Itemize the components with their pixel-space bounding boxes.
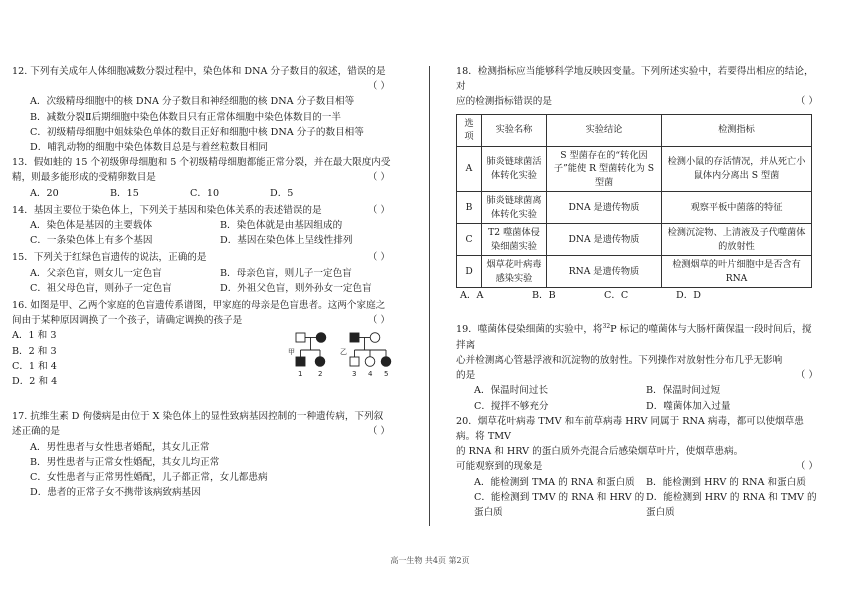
answer-paren: （ ） bbox=[795, 461, 818, 473]
pedigree-father-yi bbox=[350, 333, 359, 342]
option-c: C．能检测到 TMV 的 RNA 和 HRV 的蛋白质 bbox=[474, 491, 645, 518]
option-c: C．女性患者与正常男性婚配，儿子都正常，女儿都患病 bbox=[30, 472, 268, 484]
option-d: D．患者的正常子女不携带该病致病基因 bbox=[30, 487, 201, 499]
option-a: A．A bbox=[460, 290, 484, 302]
option-d: D．D bbox=[676, 290, 701, 302]
question-stem-cont: 心并检测离心管悬浮液和沉淀物的放射性。下列操作对放射性分布几乎无影响 bbox=[456, 354, 783, 366]
pedigree-num-1: 1 bbox=[298, 370, 303, 378]
option-b: B．保温时间过短 bbox=[646, 385, 721, 397]
question-14 bbox=[12, 203, 410, 249]
question-stem: 19．噬菌体侵染细菌的实验中，将$^{32}$P 标记的噬菌体与大肠杆菌保温一段时间后，搅拌离 bbox=[456, 323, 812, 351]
table-cell: 肺炎链球菌离体转化实验 bbox=[482, 192, 547, 224]
question-stem: 15．下列关于红绿色盲遗传的说法，正确的是 bbox=[12, 252, 207, 264]
header-conclusion: 实验结论 bbox=[547, 114, 662, 146]
option-d: D．噬菌体加入过量 bbox=[646, 400, 731, 412]
question-12 bbox=[12, 64, 410, 155]
question-stem-cont: 的 RNA 和 HRV 的蛋白质外壳混合后感染烟草叶片，使烟草患病。 bbox=[456, 446, 744, 458]
question-15 bbox=[12, 250, 410, 296]
option-c: C．1 和 4 bbox=[12, 360, 57, 372]
pedigree-label-jia: 甲 bbox=[288, 348, 295, 356]
option-b: B．B bbox=[532, 290, 556, 302]
option-c: C．一条染色体上有多个基因 bbox=[30, 235, 153, 247]
pedigree-father-jia bbox=[296, 333, 305, 342]
option-d: D．基因在染色体上呈线性排列 bbox=[220, 235, 353, 247]
table-cell: 检测小鼠的存活情况，并从死亡小鼠体内分离出 S 型菌 bbox=[662, 146, 812, 192]
answer-paren: （ ） bbox=[367, 315, 390, 327]
table-cell: S 型菌存在的“转化因子”能使 R 型菌转化为 S 型菌 bbox=[547, 146, 662, 192]
option-d: D．外祖父色盲，则外孙女一定色盲 bbox=[220, 282, 372, 294]
option-b: B．男性患者与正常女性婚配，其女儿均正常 bbox=[30, 456, 220, 468]
pedigree-child-4 bbox=[365, 357, 375, 367]
option-d: D．2 和 4 bbox=[12, 376, 58, 388]
answer-paren: （ ） bbox=[367, 204, 390, 216]
answer-paren: （ ） bbox=[367, 426, 390, 438]
answer-paren: （ ） bbox=[367, 81, 390, 93]
table-row bbox=[457, 224, 812, 256]
question-17 bbox=[12, 409, 410, 500]
right-column bbox=[456, 64, 818, 520]
answer-paren: （ ） bbox=[367, 172, 390, 184]
question-stem: 14．基因主要位于染色体上，下列关于基因和染色体关系的表述错误的是 bbox=[12, 204, 322, 216]
pedigree-chart bbox=[288, 330, 398, 390]
table-cell: DNA 是遗传物质 bbox=[547, 224, 662, 256]
pedigree-child-2 bbox=[315, 357, 325, 367]
table-row bbox=[457, 146, 812, 192]
header-option: 选项 bbox=[457, 114, 482, 146]
question-stem: 12. 下列有关成年人体细胞减数分裂过程中，染色体和 DNA 分子数目的叙述，错误的是 bbox=[12, 66, 386, 77]
option-a: A．染色体是基因的主要载体 bbox=[30, 220, 153, 232]
question-19 bbox=[456, 319, 818, 413]
table-cell: A bbox=[457, 146, 482, 192]
table-cell: C bbox=[457, 224, 482, 256]
pedigree-label-yi: 乙 bbox=[340, 348, 347, 356]
table-cell: DNA 是遗传物质 bbox=[547, 192, 662, 224]
option-c: C．C bbox=[604, 290, 629, 302]
question-stem: 18．检测指标应当能够科学地反映因变量。下列所述实验中，若要得出相应的结论，对 bbox=[456, 66, 814, 93]
option-b: B．母亲色盲，则儿子一定色盲 bbox=[220, 267, 352, 279]
question-stem: 17. 抗维生素 D 佝偻病是由位于 X 染色体上的显性致病基因控制的一种遗传病，下列叙 bbox=[12, 411, 384, 423]
page-footer: 高一生物 共4页 第2页 bbox=[390, 556, 470, 565]
option-a: A．父亲色盲，则女儿一定色盲 bbox=[30, 267, 162, 279]
question-stem-cont: 的是 bbox=[456, 370, 476, 382]
pedigree-num-3: 3 bbox=[352, 370, 357, 378]
option-d: D．5 bbox=[270, 187, 294, 199]
option-b: B．2 和 3 bbox=[12, 345, 57, 357]
question-stem-cont: 述正确的是 bbox=[12, 426, 60, 438]
question-13 bbox=[12, 155, 410, 201]
table-cell: 烟草花叶病毒感染实验 bbox=[482, 256, 547, 288]
option-c: C．10 bbox=[190, 187, 220, 199]
table-cell: D bbox=[457, 256, 482, 288]
table-cell: 检测烟草的叶片细胞中是否含有 RNA bbox=[662, 256, 812, 288]
column-divider bbox=[429, 66, 430, 526]
pedigree-child-3 bbox=[350, 357, 359, 366]
answer-paren: （ ） bbox=[795, 96, 818, 108]
option-a: A．保温时间过长 bbox=[474, 385, 549, 397]
table-header-row bbox=[457, 114, 812, 146]
option-c: C．初级精母细胞中姐妹染色单体的数目正好和细胞中核 DNA 分子的数目相等 bbox=[30, 126, 364, 138]
option-a: A．1 和 3 bbox=[12, 330, 57, 342]
option-d: D．能检测到 HRV 的 RNA 和 TMV 的蛋白质 bbox=[646, 491, 817, 518]
option-a: A．男性患者与女性患者婚配，其女儿正常 bbox=[30, 441, 210, 453]
question-stem-cont: 应的检测指标错误的是 bbox=[456, 96, 552, 108]
pedigree-num-4: 4 bbox=[368, 370, 373, 378]
option-b: B．15 bbox=[110, 187, 139, 199]
question-stem-cont: 可能观察到的现象是 bbox=[456, 461, 543, 473]
header-experiment: 实验名称 bbox=[482, 114, 547, 146]
option-a: A．次级精母细胞中的核 DNA 分子数目和神经细胞的核 DNA 分子数目相等 bbox=[30, 96, 355, 108]
pedigree-child-5 bbox=[381, 357, 391, 367]
question-20 bbox=[456, 414, 818, 520]
pedigree-mother-yi bbox=[370, 333, 380, 343]
table-cell: RNA 是遗传物质 bbox=[547, 256, 662, 288]
question-stem: 16. 如图是甲、乙两个家庭的色盲遗传系谱图，甲家庭的母亲是色盲患者。这两个家庭之 bbox=[12, 300, 386, 312]
option-b: B．染色体就是由基因组成的 bbox=[220, 220, 343, 232]
question-stem-cont: 间由于某种原因调换了一个孩子，请确定调换的孩子是 bbox=[12, 315, 243, 327]
option-a: A．能检测到 TMA 的 RNA 和蛋白质 bbox=[474, 476, 635, 488]
question-stem: 13．假如蛙的 15 个初级卵母细胞和 5 个初级精母细胞都能正常分裂，并在最大限度内受 bbox=[12, 157, 391, 169]
question-18 bbox=[456, 64, 818, 303]
left-column bbox=[12, 64, 410, 500]
question-stem-cont: 精，则最多能形成的受精卵数目是 bbox=[12, 172, 156, 184]
pedigree-num-5: 5 bbox=[384, 370, 389, 378]
pedigree-child-1 bbox=[296, 357, 305, 366]
table-cell: 观察平板中菌落的特征 bbox=[662, 192, 812, 224]
table-cell: 肺炎链球菌活体转化实验 bbox=[482, 146, 547, 192]
experiment-table bbox=[456, 114, 812, 289]
table-cell: 检测沉淀物、上清液及子代噬菌体的放射性 bbox=[662, 224, 812, 256]
table-row bbox=[457, 256, 812, 288]
header-indicator: 检测指标 bbox=[662, 114, 812, 146]
table-row bbox=[457, 192, 812, 224]
option-d: D．哺乳动物的细胞中染色体数目总是与着丝粒数目相同 bbox=[30, 142, 268, 154]
question-stem: 20．烟草花叶病毒 TMV 和车前草病毒 HRV 同属于 RNA 病毒，都可以使烟草患病。将 TMV bbox=[456, 415, 804, 442]
option-a: A．20 bbox=[30, 187, 59, 199]
option-b: B．能检测到 HRV 的 RNA 和蛋白质 bbox=[646, 476, 806, 488]
table-cell: B bbox=[457, 192, 482, 224]
option-c: C．搅拌不够充分 bbox=[474, 400, 549, 412]
table-cell: T2 噬菌体侵染细菌实验 bbox=[482, 224, 547, 256]
pedigree-num-2: 2 bbox=[318, 370, 323, 378]
option-c: C．祖父母色盲，则孙子一定色盲 bbox=[30, 282, 172, 294]
pedigree-mother-jia bbox=[316, 333, 326, 343]
answer-paren: （ ） bbox=[367, 252, 390, 264]
answer-paren: （ ） bbox=[795, 370, 818, 382]
option-b: B．减数分裂Ⅱ后期细胞中染色体数目只有正常体细胞中染色体数目的一半 bbox=[30, 111, 341, 123]
